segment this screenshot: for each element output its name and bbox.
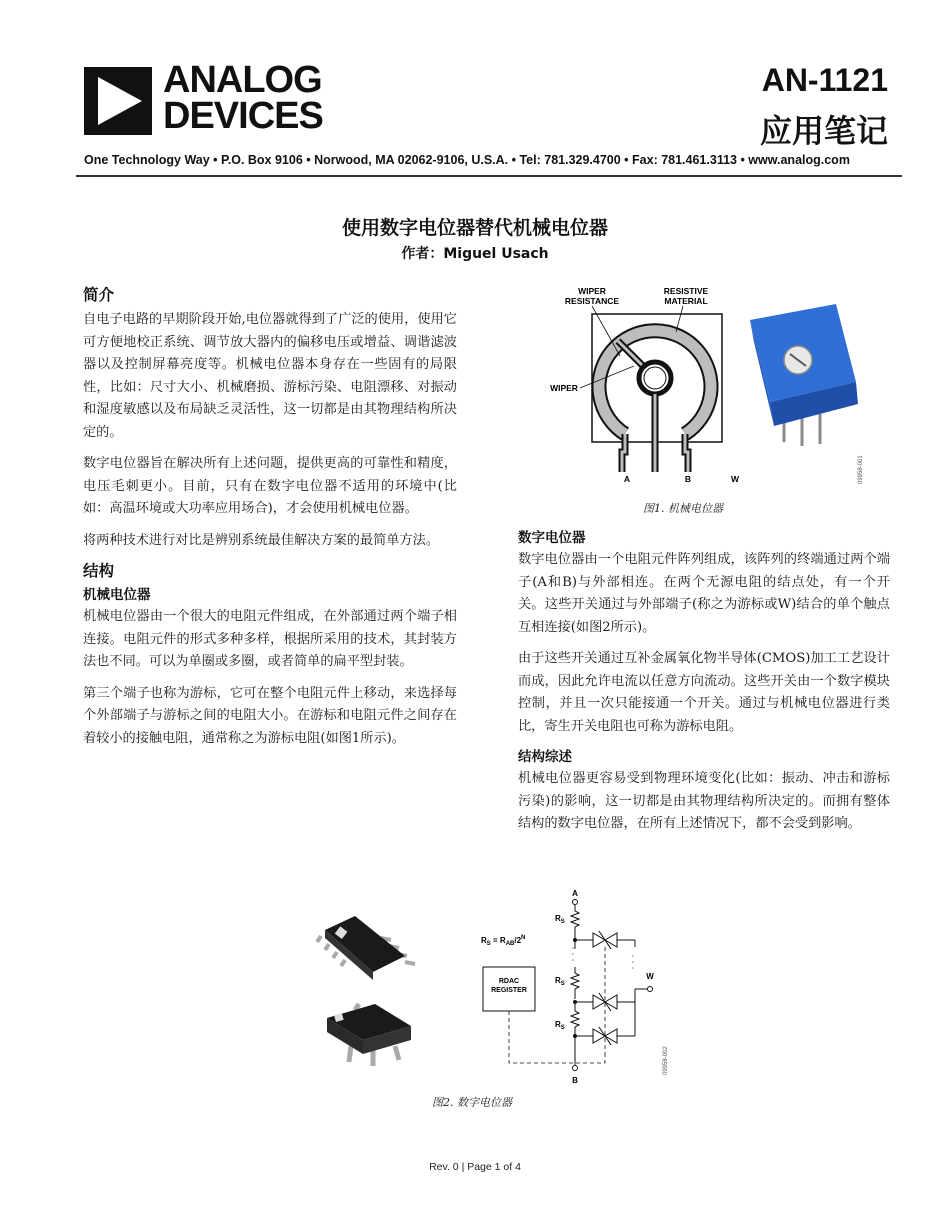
- figure-2-caption: 图2. 数字电位器: [432, 1096, 512, 1109]
- subsection-heading-summary: 结构综述: [518, 749, 572, 764]
- paragraph: 自电子电路的早期阶段开始,电位器就得到了广泛的使用，使用它可方便地校正系统、调节放大器内的偏移电压或增益、调谐滤波器以及控制屏幕亮度等。机械电位器本身存在一些固有的局限性，比如：尺寸大小、机械磨损、游标污染、电阻漂移、对振动和湿度敏感以及布局缺乏灵活性，这一切都是由其物理结构所决定的。: [83, 312, 457, 440]
- paragraph: 将两种技术进行对比是辨别系统最佳解决方案的最简单方法。: [83, 532, 440, 548]
- switch-2: [575, 993, 635, 1011]
- label-pin-b: B: [684, 474, 692, 484]
- msop-package: [317, 916, 415, 980]
- logo-line-1: ANALOG: [163, 59, 322, 101]
- resistor-rs-2: [571, 967, 579, 999]
- rs-label-2: $R_S$: [555, 976, 565, 987]
- figure-2-digital-pot-schematic: [475, 885, 675, 1090]
- document-author: 作者：Miguel Usach: [401, 246, 549, 262]
- node-b-terminal: [573, 1066, 578, 1071]
- subsection-heading-mechanical: 机械电位器: [83, 587, 151, 602]
- document-title: 使用数字电位器替代机械电位器: [341, 217, 608, 239]
- header-divider: [76, 175, 902, 177]
- switch-1: [575, 931, 635, 949]
- rdac-label-2: REGISTER: [491, 987, 527, 994]
- rdac-label-1: RDAC: [498, 978, 520, 985]
- page-footer: Rev. 0 | Page 1 of 4: [429, 1161, 521, 1173]
- subsection-heading-digital: 数字电位器: [518, 530, 586, 545]
- sot-package: [327, 1004, 411, 1066]
- svg-text:•: •: [572, 957, 574, 962]
- trimmer-potentiometer-photo: [750, 304, 858, 446]
- label-resistive-material-1: RESISTIVE: [663, 286, 709, 296]
- figure-id: 09958-001: [858, 455, 864, 484]
- rdac-control-line: [509, 1011, 605, 1063]
- resistor-rs-3: [571, 1002, 579, 1065]
- figure-1-caption: 图1. 机械电位器: [643, 502, 723, 515]
- section-heading-structure: 结构: [83, 563, 115, 580]
- node-w-terminal: [648, 987, 653, 992]
- switch-3: [575, 1027, 635, 1045]
- paragraph: 第三个端子也称为游标，它可在整个电阻元件上移动，来选择每个外部端子与游标之间的电阻大小。在游标和电阻元件之间存在着较小的接触电阻，通常称之为游标电阻(如图1所示)。: [83, 685, 457, 746]
- rs-formula: $R_S = R_{AB}/2^N$: [481, 935, 526, 947]
- left-column: [83, 285, 457, 759]
- node-w-label: W: [646, 972, 654, 981]
- label-wiper-resistance-1: WIPER: [578, 286, 606, 296]
- svg-text:•: •: [572, 951, 574, 956]
- mechanical-pot-diagram: [540, 284, 880, 516]
- node-a-label: A: [572, 889, 578, 898]
- logo-line-2: DEVICES: [163, 95, 323, 137]
- right-column: [518, 528, 890, 845]
- paragraph: 机械电位器更容易受到物理环境变化(比如：振动、冲击和游标污染)的影响，这一切都是由其物理结构所决定的。而拥有整体结构的数字电位器，在所有上述情况下，都不会受到影响。: [518, 771, 890, 831]
- ic-package-photos: [315, 900, 425, 1070]
- figure-2-chip-photos: [315, 900, 425, 1070]
- label-resistive-material-2: MATERIAL: [664, 296, 708, 306]
- svg-text:•: •: [632, 953, 634, 958]
- resistor-rs-1: [571, 905, 579, 949]
- rs-label-3: $R_S$: [555, 1020, 565, 1031]
- document-kind: 应用笔记: [759, 112, 888, 150]
- figure-1-mechanical-potentiometer: [540, 284, 880, 516]
- company-address: One Technology Way • P.O. Box 9106 • Norwood, MA 02062-9106, U.S.A. • Tel: 781.329.4700 • Fax: 781.461.3113 • www.analog.com: [84, 153, 850, 167]
- label-pin-a: A: [623, 474, 631, 484]
- svg-text:•: •: [632, 959, 634, 964]
- paragraph: 由于这些开关通过互补金属氧化物半导体(CMOS)加工工艺设计而成，因此允许电流以任意方向流动。这些开关由一个数字模块控制，并且一次只能接通一个开关。通过与机械电位器进行类比，寄生开关电阻也可称为游标电阻。: [518, 651, 890, 734]
- svg-text:•: •: [572, 945, 574, 950]
- label-wiper: WIPER: [550, 383, 578, 393]
- node-b-label: B: [572, 1076, 578, 1085]
- paragraph: 机械电位器由一个很大的电阻元件组成，在外部通过两个端子相连接。电阻元件的形式多种多样，根据所采用的技术，其封装方法也不同。可以为单圈或多圈，或者简单的扁平型封装。: [83, 609, 457, 669]
- logo-triangle-icon: [84, 67, 152, 135]
- svg-text:•: •: [632, 965, 634, 970]
- company-logo-text: [163, 59, 323, 137]
- section-heading-intro: 简介: [83, 287, 115, 304]
- analog-devices-logo-mark: [84, 67, 152, 135]
- digital-pot-schematic: [475, 885, 675, 1090]
- node-a-terminal: [573, 900, 578, 905]
- rs-label-1: $R_S$: [555, 914, 565, 925]
- paragraph: 数字电位器旨在解决所有上述问题，提供更高的可靠性和精度，电压毛刺更小。目前，只有在数字电位器不适用的环境中(比如：高温环境或大功率应用场合)，才会使用机械电位器。: [83, 456, 457, 516]
- label-wiper-resistance-2: RESISTANCE: [564, 296, 620, 306]
- paragraph: 数字电位器由一个电阻元件阵列组成，该阵列的终端通过两个端子(A和B)与外部相连。在两个无源电阻的结点处，有一个开关。这些开关通过与外部端子(称之为游标或W)结合的单个触点互相连接(如图2所示)。: [518, 552, 890, 635]
- document-number: AN-1121: [761, 62, 888, 98]
- figure-id: 09958-002: [663, 1046, 669, 1075]
- label-pin-w: W: [730, 474, 740, 484]
